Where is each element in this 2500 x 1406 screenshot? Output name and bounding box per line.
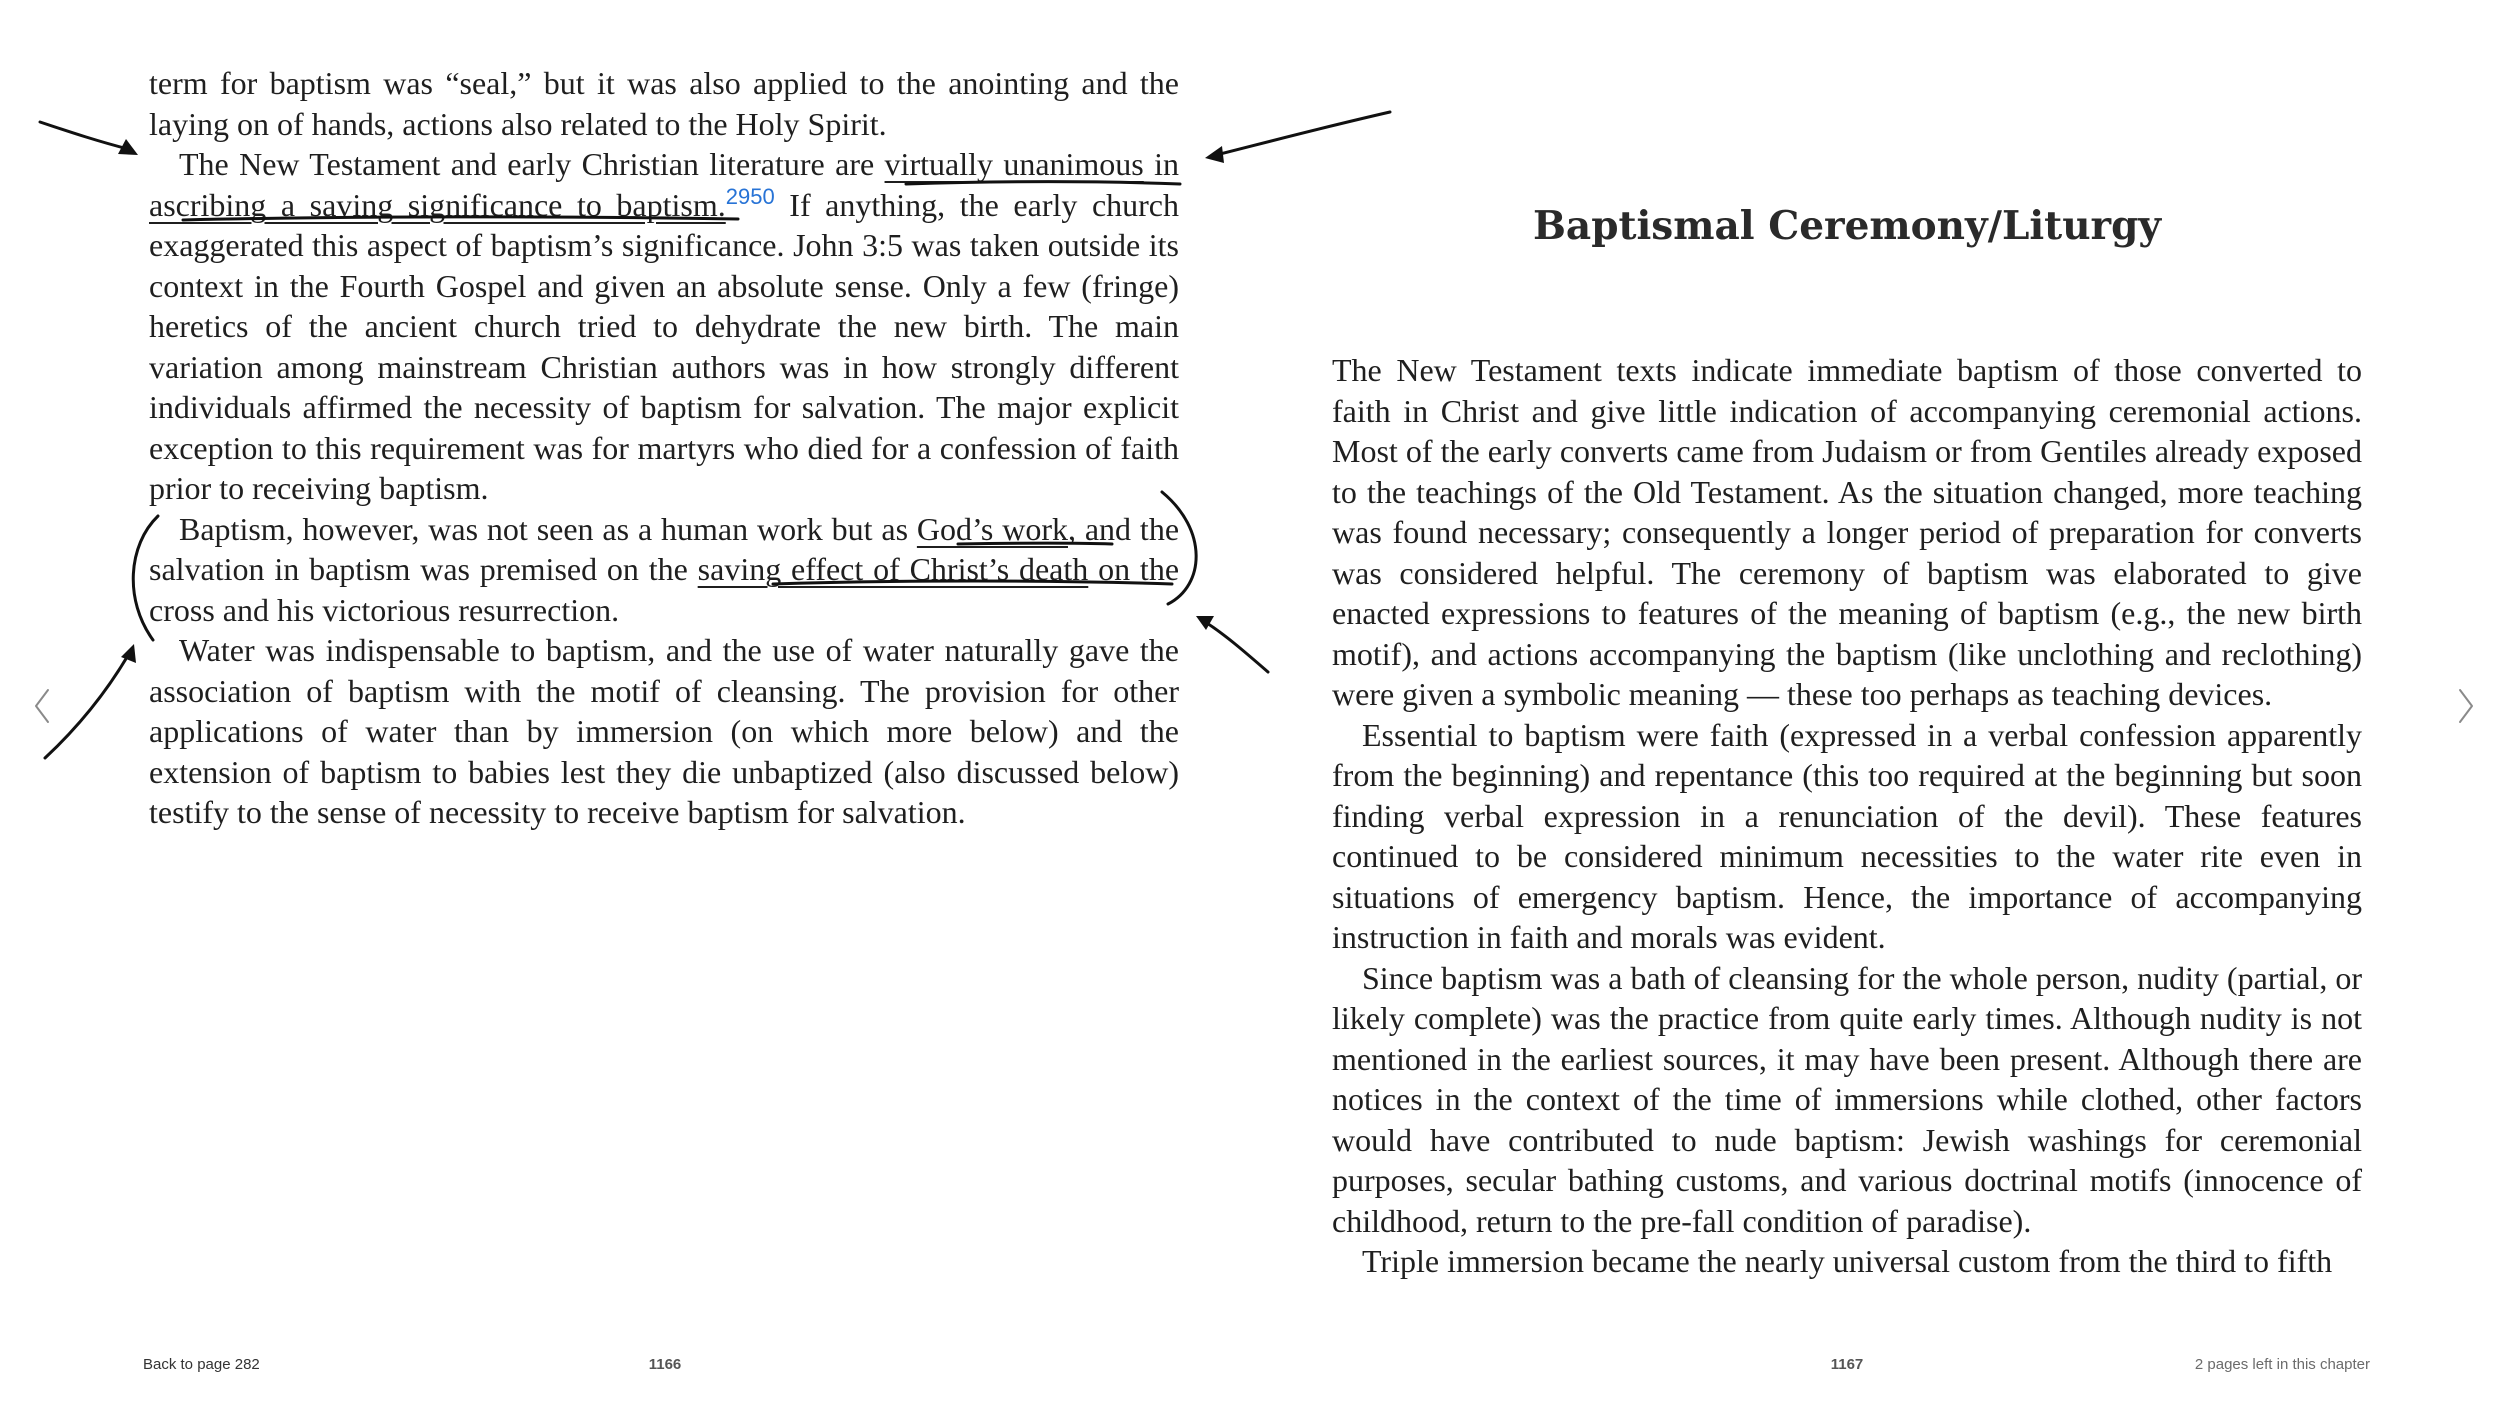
text-run: The New Testament texts indicate immediate baptism of those converted to faith in Christ and give little indication of accompanying ceremonial actions. Most of the early converts came from Judaism or from Gentiles already exposed to the teachings of the Old Testament. As the situation changed, more teaching was found necessary; consequently a longer period of preparation for converts was considered helpful. The ceremony of baptism was elaborated to give enacted expressions to features of the meaning of baptism (e.g., the new birth motif), and actions accompanying the baptism (like unclothing and reclothing) were given a symbolic meaning — these too perhaps as teaching devices. <box>1332 352 2362 712</box>
paragraph <box>149 144 1179 509</box>
footnote-link[interactable]: 2950 <box>725 183 775 209</box>
ink-arrow-right-top <box>1212 112 1390 156</box>
ink-arrowhead-3 <box>121 644 136 663</box>
ink-arrowhead-4 <box>1196 616 1214 630</box>
underlined-phrase: saving effect of Christ’s death <box>697 551 1089 587</box>
ink-arrow-left-bottom <box>45 652 130 758</box>
text-run: on the cross and his victorious resurrection. <box>149 551 1180 628</box>
underlined-phrase: God’s work <box>916 510 1068 547</box>
paragraph <box>149 63 1179 144</box>
paragraph <box>1332 715 2362 958</box>
text-run: Since baptism was a bath of cleansing for the whole person, nudity (partial, or likely complete) was the practice from quite early times. Although nudity is not mentioned in the earliest sources, it may have been present. Although there are notices in the context of the time of immersions while clothed, other factors would have contributed to nude baptism: Jewish washings for ceremonial purposes, secular bathing customs, and various doctrinal motifs (innocence of childhood, return to the pre-fall condition of paradise). <box>1332 959 2362 1239</box>
chapter-pages-remaining: 2 pages left in this chapter <box>2194 1356 2370 1373</box>
section-heading: Baptismal Ceremony/Liturgy <box>1532 203 2162 249</box>
paragraph <box>1332 958 2362 1242</box>
text-run: Baptism, however, was not seen as a human work but as <box>179 510 917 547</box>
paragraph <box>149 509 1179 631</box>
paragraph <box>1332 1241 2362 1282</box>
ink-arrowhead-2 <box>1205 146 1224 163</box>
right-page-number: 1167 <box>1830 1356 1864 1373</box>
right-page-text <box>1332 350 2362 1282</box>
chevron-left-icon[interactable] <box>30 686 54 726</box>
text-run: If anything, the early church exaggerated this aspect of baptism’s significance. John 3:5 was taken outside its context in the Fourth Gospel and given an absolute sense. Only a few (fringe) heretics of the ancient church tried to dehydrate the new birth. The main variation among mainstream Christian authors was in how strongly different individuals affirmed the necessity of baptism for salvation. The major explicit exception to this requirement was for martyrs who died for a confession of faith prior to receiving baptism. <box>149 186 1179 506</box>
ink-arrow-left-top <box>40 122 132 150</box>
paragraph <box>149 630 1179 833</box>
text-run: Essential to baptism were faith (expressed in a verbal confession apparently from the beginning) and repentance (this too required at the beginning but soon finding verbal expression in a renunciation of the devil). These features continued to be considered minimum necessities to the water rite even in situations of emergency baptism. Hence, the importance of accompanying instruction in faith and morals was evident. <box>1332 716 2362 955</box>
text-run: Triple immersion became the nearly universal custom from the third to fifth <box>1362 1243 2333 1279</box>
chevron-right-icon[interactable] <box>2454 686 2478 726</box>
text-run: term for baptism was “seal,” but it was also applied to the anointing and the laying on of hands, actions also related to the Holy Spirit. <box>149 65 1179 142</box>
left-page-text <box>149 63 1179 833</box>
ink-arrow-right-bottom <box>1202 620 1268 672</box>
text-run: , and the salvation in baptism was premised on the <box>149 510 1180 587</box>
underlined-phrase: ascribing a saving significance to baptism. <box>149 186 726 223</box>
back-to-page-link[interactable]: Back to page 282 <box>143 1356 260 1373</box>
ink-arrowhead-1 <box>118 139 138 155</box>
paragraph <box>1332 350 2362 715</box>
text-run: in <box>1143 146 1180 182</box>
text-run: The New Testament and early Christian literature are <box>179 146 885 182</box>
left-page-number: 1166 <box>648 1356 682 1373</box>
text-run: Water was indispensable to baptism, and the use of water naturally gave the association of baptism with the motif of cleansing. The provision for other applications of water than by immersion (on which more below) and the extension of baptism to babies lest they die unbaptized (also discussed below) testify to the sense of necessity to receive baptism for salvation. <box>149 632 1179 830</box>
underlined-phrase: virtually unanimous <box>884 146 1144 182</box>
